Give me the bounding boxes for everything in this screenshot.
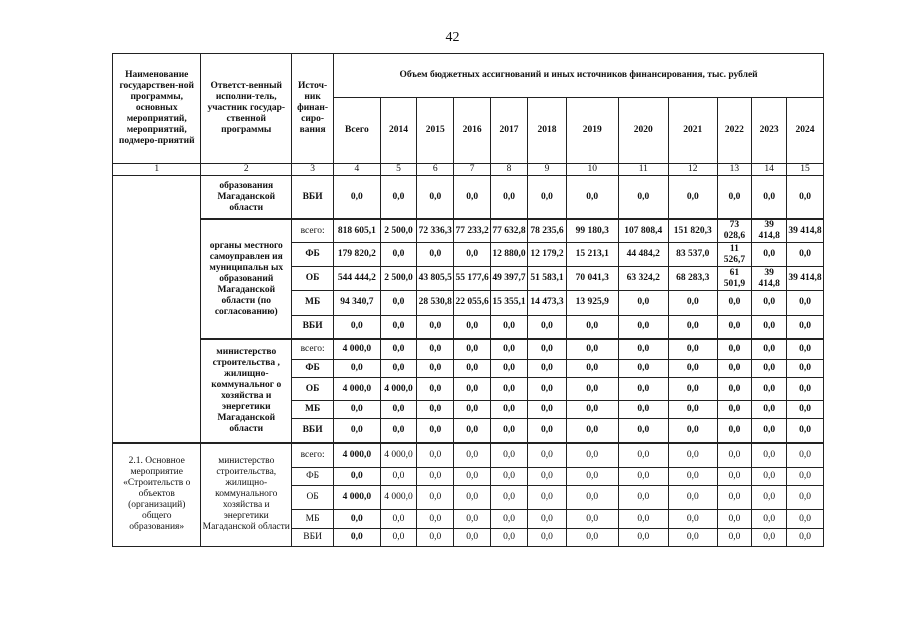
column-number: 3 — [292, 164, 334, 176]
value-cell: 0,0 — [752, 176, 787, 220]
value-cell: 0,0 — [527, 400, 566, 418]
value-cell: 4 000,0 — [334, 378, 380, 400]
value-cell: 0,0 — [491, 360, 528, 378]
value-cell: 0,0 — [380, 400, 417, 418]
value-cell: 77 233,2 — [454, 219, 491, 243]
value-cell: 0,0 — [417, 467, 454, 485]
value-cell: 15 213,1 — [566, 243, 618, 266]
table-row — [113, 443, 824, 467]
value-cell: 0,0 — [669, 510, 717, 528]
executor-cell: министерство строительства , жилищно-коммунальног о хозяйства и энергетики Магаданской области — [201, 339, 292, 443]
program-cell: 2.1. Основное мероприятие «Строительств о объектов (организаций) общего образования» — [113, 443, 201, 547]
value-cell: 0,0 — [454, 315, 491, 339]
value-cell: 0,0 — [669, 419, 717, 443]
value-cell: 0,0 — [380, 467, 417, 485]
value-cell: 0,0 — [454, 378, 491, 400]
column-number: 1 — [113, 164, 201, 176]
value-cell: 0,0 — [566, 443, 618, 467]
value-cell: 0,0 — [752, 443, 787, 467]
value-cell: 11 526,7 — [717, 243, 752, 266]
table-row — [113, 219, 824, 243]
column-number: 7 — [454, 164, 491, 176]
value-cell: 55 177,6 — [454, 266, 491, 290]
value-cell: 2 500,0 — [380, 266, 417, 290]
value-cell: 179 820,2 — [334, 243, 380, 266]
value-cell: 0,0 — [454, 467, 491, 485]
header-funding-volume: Объем бюджетных ассигнований и иных источников финансирования, тыс. рублей — [334, 54, 824, 98]
value-cell: 28 530,8 — [417, 291, 454, 315]
value-cell: 0,0 — [787, 339, 824, 359]
value-cell: 0,0 — [787, 443, 824, 467]
value-cell: 151 820,3 — [669, 219, 717, 243]
value-cell: 0,0 — [618, 443, 669, 467]
value-cell: 0,0 — [566, 378, 618, 400]
value-cell: 0,0 — [527, 176, 566, 220]
value-cell: 0,0 — [787, 315, 824, 339]
value-cell: 0,0 — [334, 400, 380, 418]
value-cell: 0,0 — [417, 400, 454, 418]
value-cell: 0,0 — [717, 400, 752, 418]
value-cell: 0,0 — [454, 360, 491, 378]
column-number: 8 — [491, 164, 528, 176]
value-cell: 0,0 — [380, 291, 417, 315]
value-cell: 4 000,0 — [380, 378, 417, 400]
value-cell: 0,0 — [491, 486, 528, 510]
source-cell: ВБИ — [292, 528, 334, 546]
header-year-2023: 2023 — [752, 98, 787, 164]
value-cell: 0,0 — [752, 315, 787, 339]
value-cell: 0,0 — [618, 467, 669, 485]
value-cell: 2 500,0 — [380, 219, 417, 243]
table-header — [113, 54, 824, 176]
value-cell: 43 805,5 — [417, 266, 454, 290]
source-cell: всего: — [292, 219, 334, 243]
column-number: 12 — [669, 164, 717, 176]
value-cell: 0,0 — [618, 360, 669, 378]
value-cell: 0,0 — [334, 467, 380, 485]
value-cell: 0,0 — [491, 443, 528, 467]
header-year-2015: 2015 — [417, 98, 454, 164]
value-cell: 0,0 — [717, 443, 752, 467]
value-cell: 0,0 — [380, 419, 417, 443]
value-cell: 0,0 — [417, 315, 454, 339]
value-cell: 0,0 — [454, 443, 491, 467]
value-cell: 0,0 — [566, 360, 618, 378]
value-cell: 44 484,2 — [618, 243, 669, 266]
value-cell: 0,0 — [491, 419, 528, 443]
value-cell: 12 880,0 — [491, 243, 528, 266]
value-cell: 0,0 — [787, 360, 824, 378]
value-cell: 0,0 — [417, 176, 454, 220]
value-cell: 0,0 — [752, 360, 787, 378]
value-cell: 0,0 — [454, 243, 491, 266]
value-cell: 0,0 — [417, 510, 454, 528]
value-cell: 0,0 — [717, 510, 752, 528]
value-cell: 0,0 — [417, 378, 454, 400]
value-cell: 0,0 — [752, 291, 787, 315]
value-cell: 0,0 — [752, 243, 787, 266]
header-year-2016: 2016 — [454, 98, 491, 164]
value-cell: 49 397,7 — [491, 266, 528, 290]
value-cell: 0,0 — [717, 315, 752, 339]
value-cell: 0,0 — [787, 176, 824, 220]
value-cell: 0,0 — [454, 486, 491, 510]
header-executor: Ответст-венный исполни-тель, участник государ-ственной программы — [201, 54, 292, 164]
value-cell: 0,0 — [618, 378, 669, 400]
value-cell: 0,0 — [669, 400, 717, 418]
value-cell: 0,0 — [380, 360, 417, 378]
column-number: 6 — [417, 164, 454, 176]
value-cell: 83 537,0 — [669, 243, 717, 266]
value-cell: 0,0 — [566, 400, 618, 418]
value-cell: 0,0 — [527, 467, 566, 485]
value-cell: 0,0 — [717, 467, 752, 485]
table-body — [113, 176, 824, 547]
column-number: 5 — [380, 164, 417, 176]
value-cell: 0,0 — [669, 315, 717, 339]
column-number: 4 — [334, 164, 380, 176]
value-cell: 0,0 — [380, 339, 417, 359]
header-total: Всего — [334, 98, 380, 164]
source-cell: ОБ — [292, 378, 334, 400]
value-cell: 4 000,0 — [334, 339, 380, 359]
value-cell: 94 340,7 — [334, 291, 380, 315]
value-cell: 107 808,4 — [618, 219, 669, 243]
value-cell: 0,0 — [417, 443, 454, 467]
value-cell: 0,0 — [618, 419, 669, 443]
source-cell: ОБ — [292, 266, 334, 290]
source-cell: ВБИ — [292, 419, 334, 443]
value-cell: 0,0 — [491, 378, 528, 400]
value-cell: 4 000,0 — [334, 486, 380, 510]
value-cell: 39 414,8 — [787, 219, 824, 243]
value-cell: 0,0 — [491, 400, 528, 418]
value-cell: 70 041,3 — [566, 266, 618, 290]
program-cell — [113, 176, 201, 443]
value-cell: 0,0 — [752, 400, 787, 418]
value-cell: 0,0 — [752, 528, 787, 546]
value-cell: 0,0 — [787, 400, 824, 418]
header-program-name: Наименование государствен-ной программы, основных мероприятий, мероприятий, подмеро-приятий — [113, 54, 201, 164]
value-cell: 0,0 — [527, 378, 566, 400]
value-cell: 0,0 — [491, 339, 528, 359]
value-cell: 0,0 — [787, 486, 824, 510]
value-cell: 0,0 — [380, 243, 417, 266]
value-cell: 0,0 — [454, 339, 491, 359]
value-cell: 0,0 — [787, 378, 824, 400]
value-cell: 12 179,2 — [527, 243, 566, 266]
value-cell: 0,0 — [717, 339, 752, 359]
executor-cell: образования Магаданской области — [201, 176, 292, 220]
value-cell: 0,0 — [618, 510, 669, 528]
value-cell: 0,0 — [454, 528, 491, 546]
value-cell: 0,0 — [566, 528, 618, 546]
value-cell: 0,0 — [527, 528, 566, 546]
value-cell: 0,0 — [752, 510, 787, 528]
value-cell: 0,0 — [417, 419, 454, 443]
value-cell: 0,0 — [417, 360, 454, 378]
value-cell: 51 583,1 — [527, 266, 566, 290]
value-cell: 0,0 — [417, 243, 454, 266]
value-cell: 0,0 — [417, 339, 454, 359]
value-cell: 15 355,1 — [491, 291, 528, 315]
header-year-2024: 2024 — [787, 98, 824, 164]
column-number: 13 — [717, 164, 752, 176]
value-cell: 0,0 — [669, 291, 717, 315]
value-cell: 0,0 — [618, 486, 669, 510]
value-cell: 39 414,8 — [752, 219, 787, 243]
value-cell: 0,0 — [491, 510, 528, 528]
value-cell: 0,0 — [454, 176, 491, 220]
value-cell: 0,0 — [669, 486, 717, 510]
value-cell: 0,0 — [566, 486, 618, 510]
value-cell: 0,0 — [787, 243, 824, 266]
value-cell: 818 605,1 — [334, 219, 380, 243]
value-cell: 0,0 — [752, 486, 787, 510]
header-year-2017: 2017 — [491, 98, 528, 164]
value-cell: 0,0 — [566, 419, 618, 443]
value-cell: 0,0 — [491, 528, 528, 546]
value-cell: 0,0 — [527, 510, 566, 528]
value-cell: 0,0 — [787, 510, 824, 528]
value-cell: 544 444,2 — [334, 266, 380, 290]
value-cell: 0,0 — [527, 443, 566, 467]
value-cell: 0,0 — [717, 528, 752, 546]
value-cell: 0,0 — [527, 339, 566, 359]
value-cell: 0,0 — [618, 339, 669, 359]
value-cell: 0,0 — [717, 486, 752, 510]
value-cell: 0,0 — [669, 528, 717, 546]
table-row — [113, 339, 824, 359]
executor-cell: органы местного самоуправлен ия муниципальн ых образований Магаданской области (по согласованию) — [201, 219, 292, 339]
value-cell: 99 180,3 — [566, 219, 618, 243]
value-cell: 0,0 — [380, 176, 417, 220]
value-cell: 0,0 — [752, 378, 787, 400]
value-cell: 0,0 — [787, 528, 824, 546]
value-cell: 0,0 — [566, 315, 618, 339]
value-cell: 77 632,8 — [491, 219, 528, 243]
source-cell: ОБ — [292, 486, 334, 510]
value-cell: 39 414,8 — [752, 266, 787, 290]
value-cell: 0,0 — [491, 315, 528, 339]
column-number: 11 — [618, 164, 669, 176]
value-cell: 0,0 — [566, 467, 618, 485]
source-cell: ФБ — [292, 243, 334, 266]
table-row — [113, 176, 824, 220]
column-number: 14 — [752, 164, 787, 176]
value-cell: 0,0 — [717, 291, 752, 315]
value-cell: 0,0 — [527, 486, 566, 510]
value-cell: 0,0 — [454, 400, 491, 418]
value-cell: 0,0 — [527, 419, 566, 443]
value-cell: 0,0 — [717, 378, 752, 400]
source-cell: ВБИ — [292, 315, 334, 339]
value-cell: 78 235,6 — [527, 219, 566, 243]
source-cell: всего: — [292, 339, 334, 359]
value-cell: 0,0 — [618, 400, 669, 418]
header-year-2020: 2020 — [618, 98, 669, 164]
value-cell: 0,0 — [417, 528, 454, 546]
header-year-2014: 2014 — [380, 98, 417, 164]
value-cell: 0,0 — [669, 360, 717, 378]
column-number: 10 — [566, 164, 618, 176]
value-cell: 0,0 — [618, 315, 669, 339]
value-cell: 22 055,6 — [454, 291, 491, 315]
source-cell: МБ — [292, 510, 334, 528]
column-number: 9 — [527, 164, 566, 176]
value-cell: 0,0 — [527, 315, 566, 339]
source-cell: ФБ — [292, 360, 334, 378]
value-cell: 68 283,3 — [669, 266, 717, 290]
value-cell: 0,0 — [334, 315, 380, 339]
value-cell: 0,0 — [669, 339, 717, 359]
column-number: 2 — [201, 164, 292, 176]
value-cell: 0,0 — [752, 419, 787, 443]
value-cell: 4 000,0 — [334, 443, 380, 467]
value-cell: 0,0 — [380, 528, 417, 546]
value-cell: 0,0 — [787, 419, 824, 443]
value-cell: 0,0 — [334, 528, 380, 546]
value-cell: 73 028,6 — [717, 219, 752, 243]
header-year-2019: 2019 — [566, 98, 618, 164]
value-cell: 0,0 — [618, 176, 669, 220]
executor-cell: министерство строительства, жилищно-коммунального хозяйства и энергетики Магаданской области — [201, 443, 292, 547]
budget-table — [112, 53, 824, 547]
value-cell: 0,0 — [787, 291, 824, 315]
source-cell: всего: — [292, 443, 334, 467]
value-cell: 0,0 — [380, 315, 417, 339]
value-cell: 0,0 — [717, 176, 752, 220]
source-cell: МБ — [292, 400, 334, 418]
value-cell: 14 473,3 — [527, 291, 566, 315]
value-cell: 72 336,3 — [417, 219, 454, 243]
header-year-2022: 2022 — [717, 98, 752, 164]
value-cell: 0,0 — [752, 467, 787, 485]
value-cell: 0,0 — [527, 360, 566, 378]
value-cell: 0,0 — [566, 510, 618, 528]
value-cell: 0,0 — [334, 360, 380, 378]
value-cell: 0,0 — [454, 419, 491, 443]
header-year-2021: 2021 — [669, 98, 717, 164]
value-cell: 0,0 — [669, 176, 717, 220]
value-cell: 0,0 — [566, 176, 618, 220]
value-cell: 0,0 — [618, 528, 669, 546]
value-cell: 13 925,9 — [566, 291, 618, 315]
source-cell: ФБ — [292, 467, 334, 485]
value-cell: 0,0 — [417, 486, 454, 510]
value-cell: 0,0 — [669, 443, 717, 467]
value-cell: 39 414,8 — [787, 266, 824, 290]
source-cell: ВБИ — [292, 176, 334, 220]
value-cell: 0,0 — [787, 467, 824, 485]
value-cell: 0,0 — [334, 176, 380, 220]
value-cell: 0,0 — [669, 467, 717, 485]
header-source: Источ-ник финан-сиро-вания — [292, 54, 334, 164]
value-cell: 61 501,9 — [717, 266, 752, 290]
value-cell: 0,0 — [454, 510, 491, 528]
value-cell: 0,0 — [669, 378, 717, 400]
value-cell: 0,0 — [380, 510, 417, 528]
value-cell: 0,0 — [491, 176, 528, 220]
column-number: 15 — [787, 164, 824, 176]
value-cell: 4 000,0 — [380, 443, 417, 467]
value-cell: 0,0 — [566, 339, 618, 359]
header-year-2018: 2018 — [527, 98, 566, 164]
value-cell: 0,0 — [334, 419, 380, 443]
page-number: 42 — [445, 30, 460, 45]
value-cell: 0,0 — [618, 291, 669, 315]
value-cell: 0,0 — [717, 360, 752, 378]
source-cell: МБ — [292, 291, 334, 315]
value-cell: 0,0 — [491, 467, 528, 485]
value-cell: 0,0 — [334, 510, 380, 528]
value-cell: 0,0 — [752, 339, 787, 359]
value-cell: 0,0 — [717, 419, 752, 443]
value-cell: 63 324,2 — [618, 266, 669, 290]
value-cell: 4 000,0 — [380, 486, 417, 510]
